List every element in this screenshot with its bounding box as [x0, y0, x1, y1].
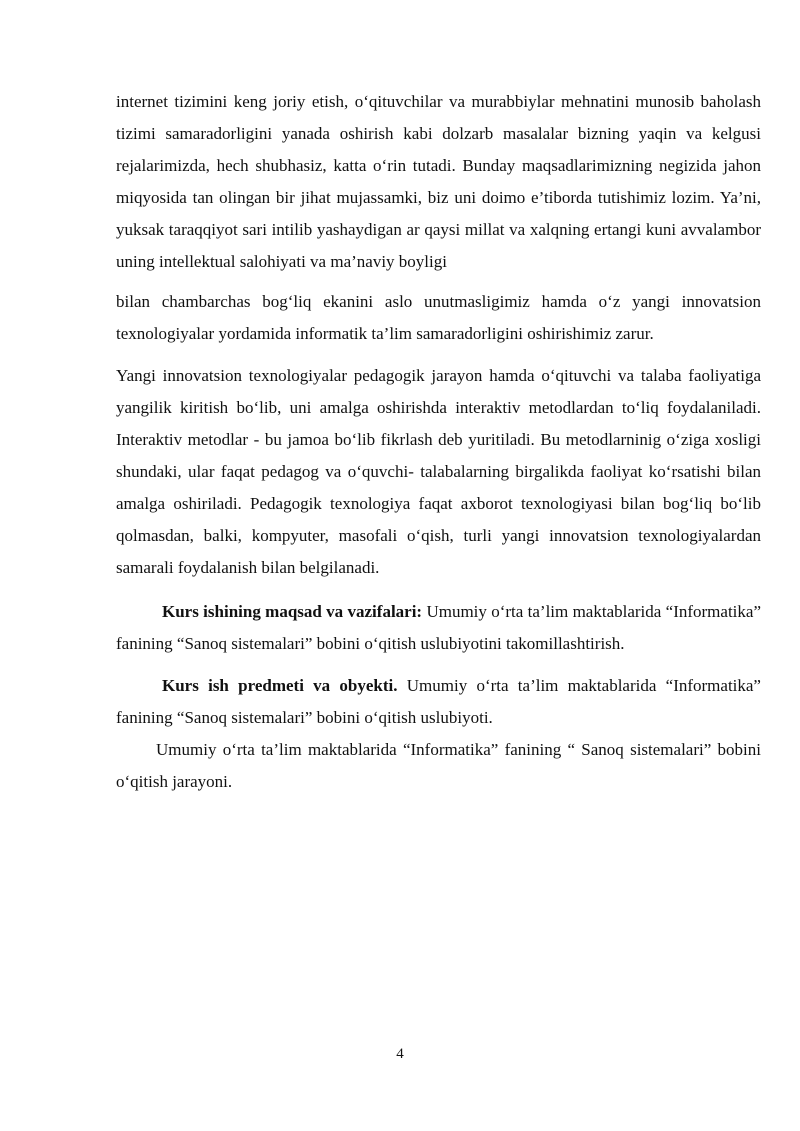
paragraph-innovation: Yangi innovatsion texnologiyalar pedagogik jarayon hamda o‘qituvchi va talaba faoliyatiga yangilik kiritish bo‘lib, uni amalga oshirishda interaktiv metodlardan to‘liq foydalaniladi. Interaktiv metodlar - bu jamoa bo‘lib fikrlash deb yuritiladi. Bu metodlarninig o‘ziga xosligi shundaki, ular faqat pedagog va o‘quvchi- talabalarning birgalikda faoliyat ko‘rsatishi bilan amalga oshiriladi. Pedagogik texnologiya faqat axborot texnologiyasi bilan bog‘liq bo‘lib qolmasdan, balki, kompyuter, masofali o‘qish, turli yangi innovatsion texnologiyalardan samarali foydalanish bilan belgilanadi. [116, 366, 761, 577]
goals-heading: Kurs ishining maqsad va vazifalari: [162, 602, 423, 621]
paragraph-continuation: bilan chambarchas bog‘liq ekanini aslo unutmasligimiz hamda o‘z yangi innovatsion texnologiyalar yordamida informatik ta’lim samaradorligini oshirishimiz zarur. [116, 292, 761, 343]
paragraph-goals [116, 596, 761, 660]
paragraph-object: Umumiy o‘rta ta’lim maktablarida “Informatika” fanining “ Sanoq sistemalari” bobini o‘qitish jarayoni. [116, 740, 761, 791]
page-number: 4 [396, 1046, 404, 1062]
subject-heading: Kurs ish predmeti va obyekti. [162, 676, 398, 695]
document-page [116, 86, 761, 798]
paragraph-subject [116, 670, 761, 734]
goals-text: Umumiy o‘rta ta’lim maktablarida “Informatika” fanining “Sanoq sistemalari” bobini o‘qitish uslubiyotini takomillashtirish. [116, 602, 761, 653]
paragraph-intro: internet tizimini keng joriy etish, o‘qituvchilar va murabbiylar mehnatini munosib baholash tizimi samaradorligini yanada oshirish kabi dolzarb masalalar bizning yaqin va kelgusi rejalarimizda, hech shubhasiz, katta o‘rin tutadi. Bunday maqsadlarimizning negizida jahon miqyosida tan olingan bir jihat mujassamki, biz uni doimo e’tiborda tutishimiz lozim. Ya’ni, yuksak taraqqiyot sari intilib yashaydigan ar qaysi millat va xalqning ertangi kuni avvalambor uning intellektual salohiyati va ma’naviy boyligi [116, 92, 761, 271]
subject-text: Umumiy o‘rta ta’lim maktablarida “Informatika” fanining “Sanoq sistemalari” bobini o‘qitish uslubiyoti. [116, 676, 761, 727]
